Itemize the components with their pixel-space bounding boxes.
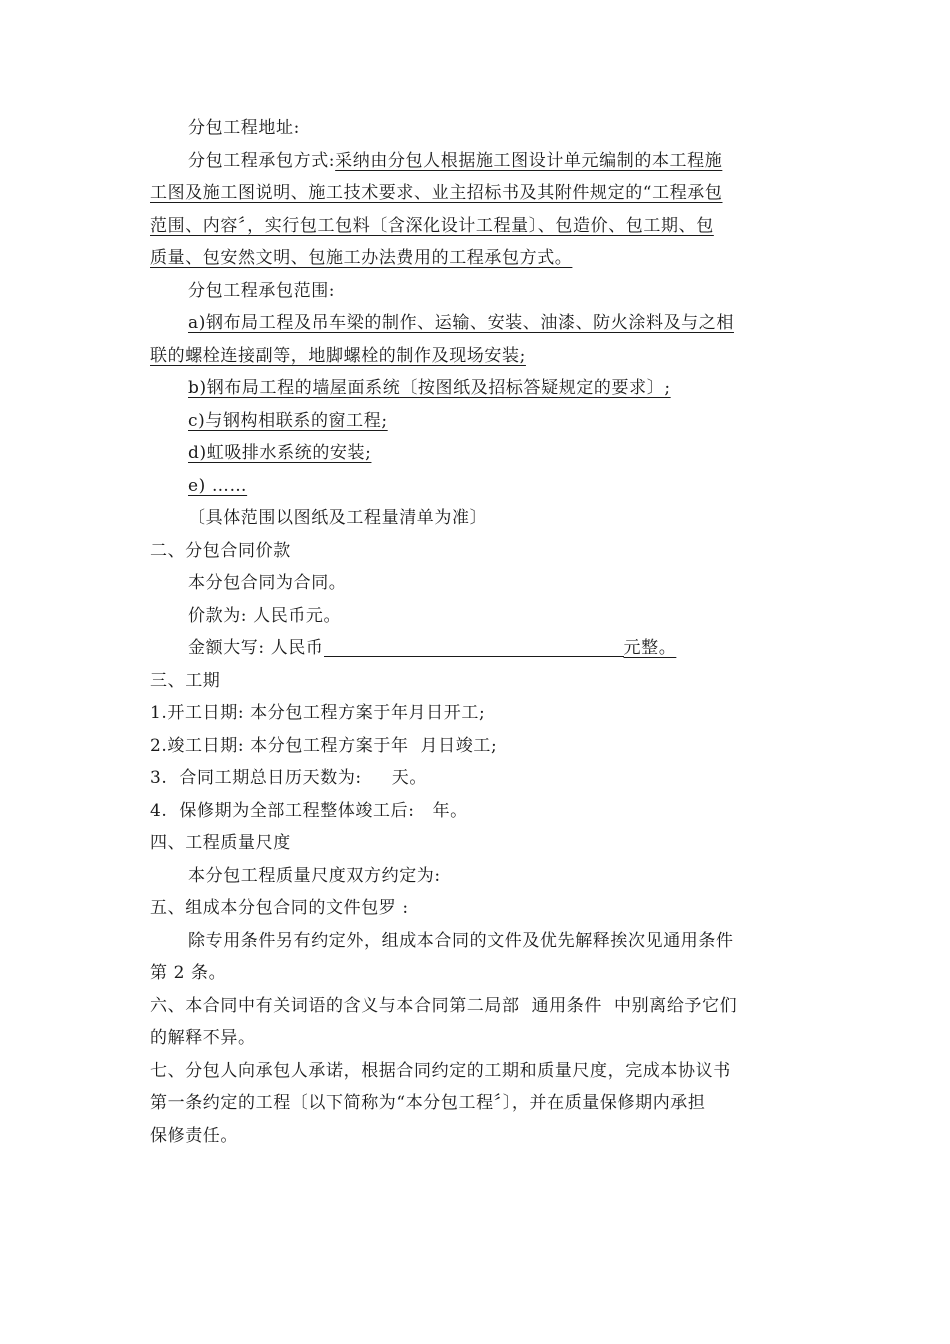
address-label: 分包工程地址: [188,118,300,138]
section-7-line-2: 第一条约定的工程〔以下简称为“本分包工程〞〕，并在质量保修期内承担 [150,1093,706,1113]
total-days-item: 3. 合同工期总日历天数为: 天。 [150,768,427,788]
contract-mode-line-1 [150,145,790,178]
contract-mode-line-2: 工图及施工图说明、施工技术要求、业主招标书及其附件规定的“工程承包 [150,183,723,203]
start-date-item: 1.开工日期: 本分包工程方案于年月日开工; [150,703,486,723]
section-6-line-2: 的解释不异。 [150,1028,256,1048]
section-7-line-3: 保修责任。 [150,1125,238,1146]
warranty-period-item: 4. 保修期为全部工程整体竣工后: 年。 [150,800,468,821]
contract-mode-line-4 [150,242,790,275]
contract-mode-line-3: 范围、内容〞，实行包工包料〔含深化设计工程量〕、包造价、包工期、包 [150,215,714,236]
documents-line-1: 除专用条件另有约定外，组成本合同的文件及优先解释挨次见通用条件 [188,930,734,951]
scope-label: 分包工程承包范围: [188,280,336,301]
section-7-line-1: 七、分包人向承包人承诺，根据合同约定的工期和质量尺度，完成本协议书 [150,1060,731,1081]
section-5-title: 五、组成本分包合同的文件包罗 : [150,898,409,918]
section-2-title: 二、分包合同价款 [150,540,291,561]
contract-mode-text: 采纳由分包人根据施工图设计单元编制的本工程施 [335,150,723,171]
scope-item-e: e) …… [188,475,248,496]
section-3-title: 三、工期 [150,670,221,691]
scope-item-a-line-2: 联的螺栓连接副等，地脚螺栓的制作及现场安装; [150,345,526,366]
price-line: 价款为: 人民币元。 [188,605,342,626]
quality-standard-line: 本分包工程质量尺度双方约定为: [188,865,441,886]
section-4-title: 四、工程质量尺度 [150,833,291,853]
section-6-line-1: 六、本合同中有关词语的含义与本合同第二局部 通用条件 中别离给予它们 [150,995,738,1016]
contract-mode-text-end: 质量、包安然文明、包施工办法费用的工程承包方式。 [150,248,573,268]
scope-note: 〔具体范围以图纸及工程量清单为准〕 [188,508,488,528]
contract-type-line: 本分包合同为合同。 [188,573,347,593]
documents-line-2: 第 2 条。 [150,963,227,983]
amount-suffix: 元整。 [623,638,677,658]
amount-in-words-line: 金额大写: 人民币 元整。 [188,638,677,658]
scope-item-d: d)虹吸排水系统的安装; [188,443,372,463]
document-page [150,112,790,1152]
amount-blank [324,638,624,657]
scope-item-b: b)钢布局工程的墙屋面系统〔按图纸及招标答疑规定的要求〕; [188,378,671,398]
scope-item-c: c)与钢构相联系的窗工程; [188,410,388,431]
completion-date-item: 2.竣工日期: 本分包工程方案于年 月日竣工; [150,735,498,756]
scope-item-a-line-1: a)钢布局工程及吊车梁的制作、运输、安装、油漆、防火涂料及与之相 [188,313,734,333]
contract-mode-label: 分包工程承包方式: [188,150,336,171]
